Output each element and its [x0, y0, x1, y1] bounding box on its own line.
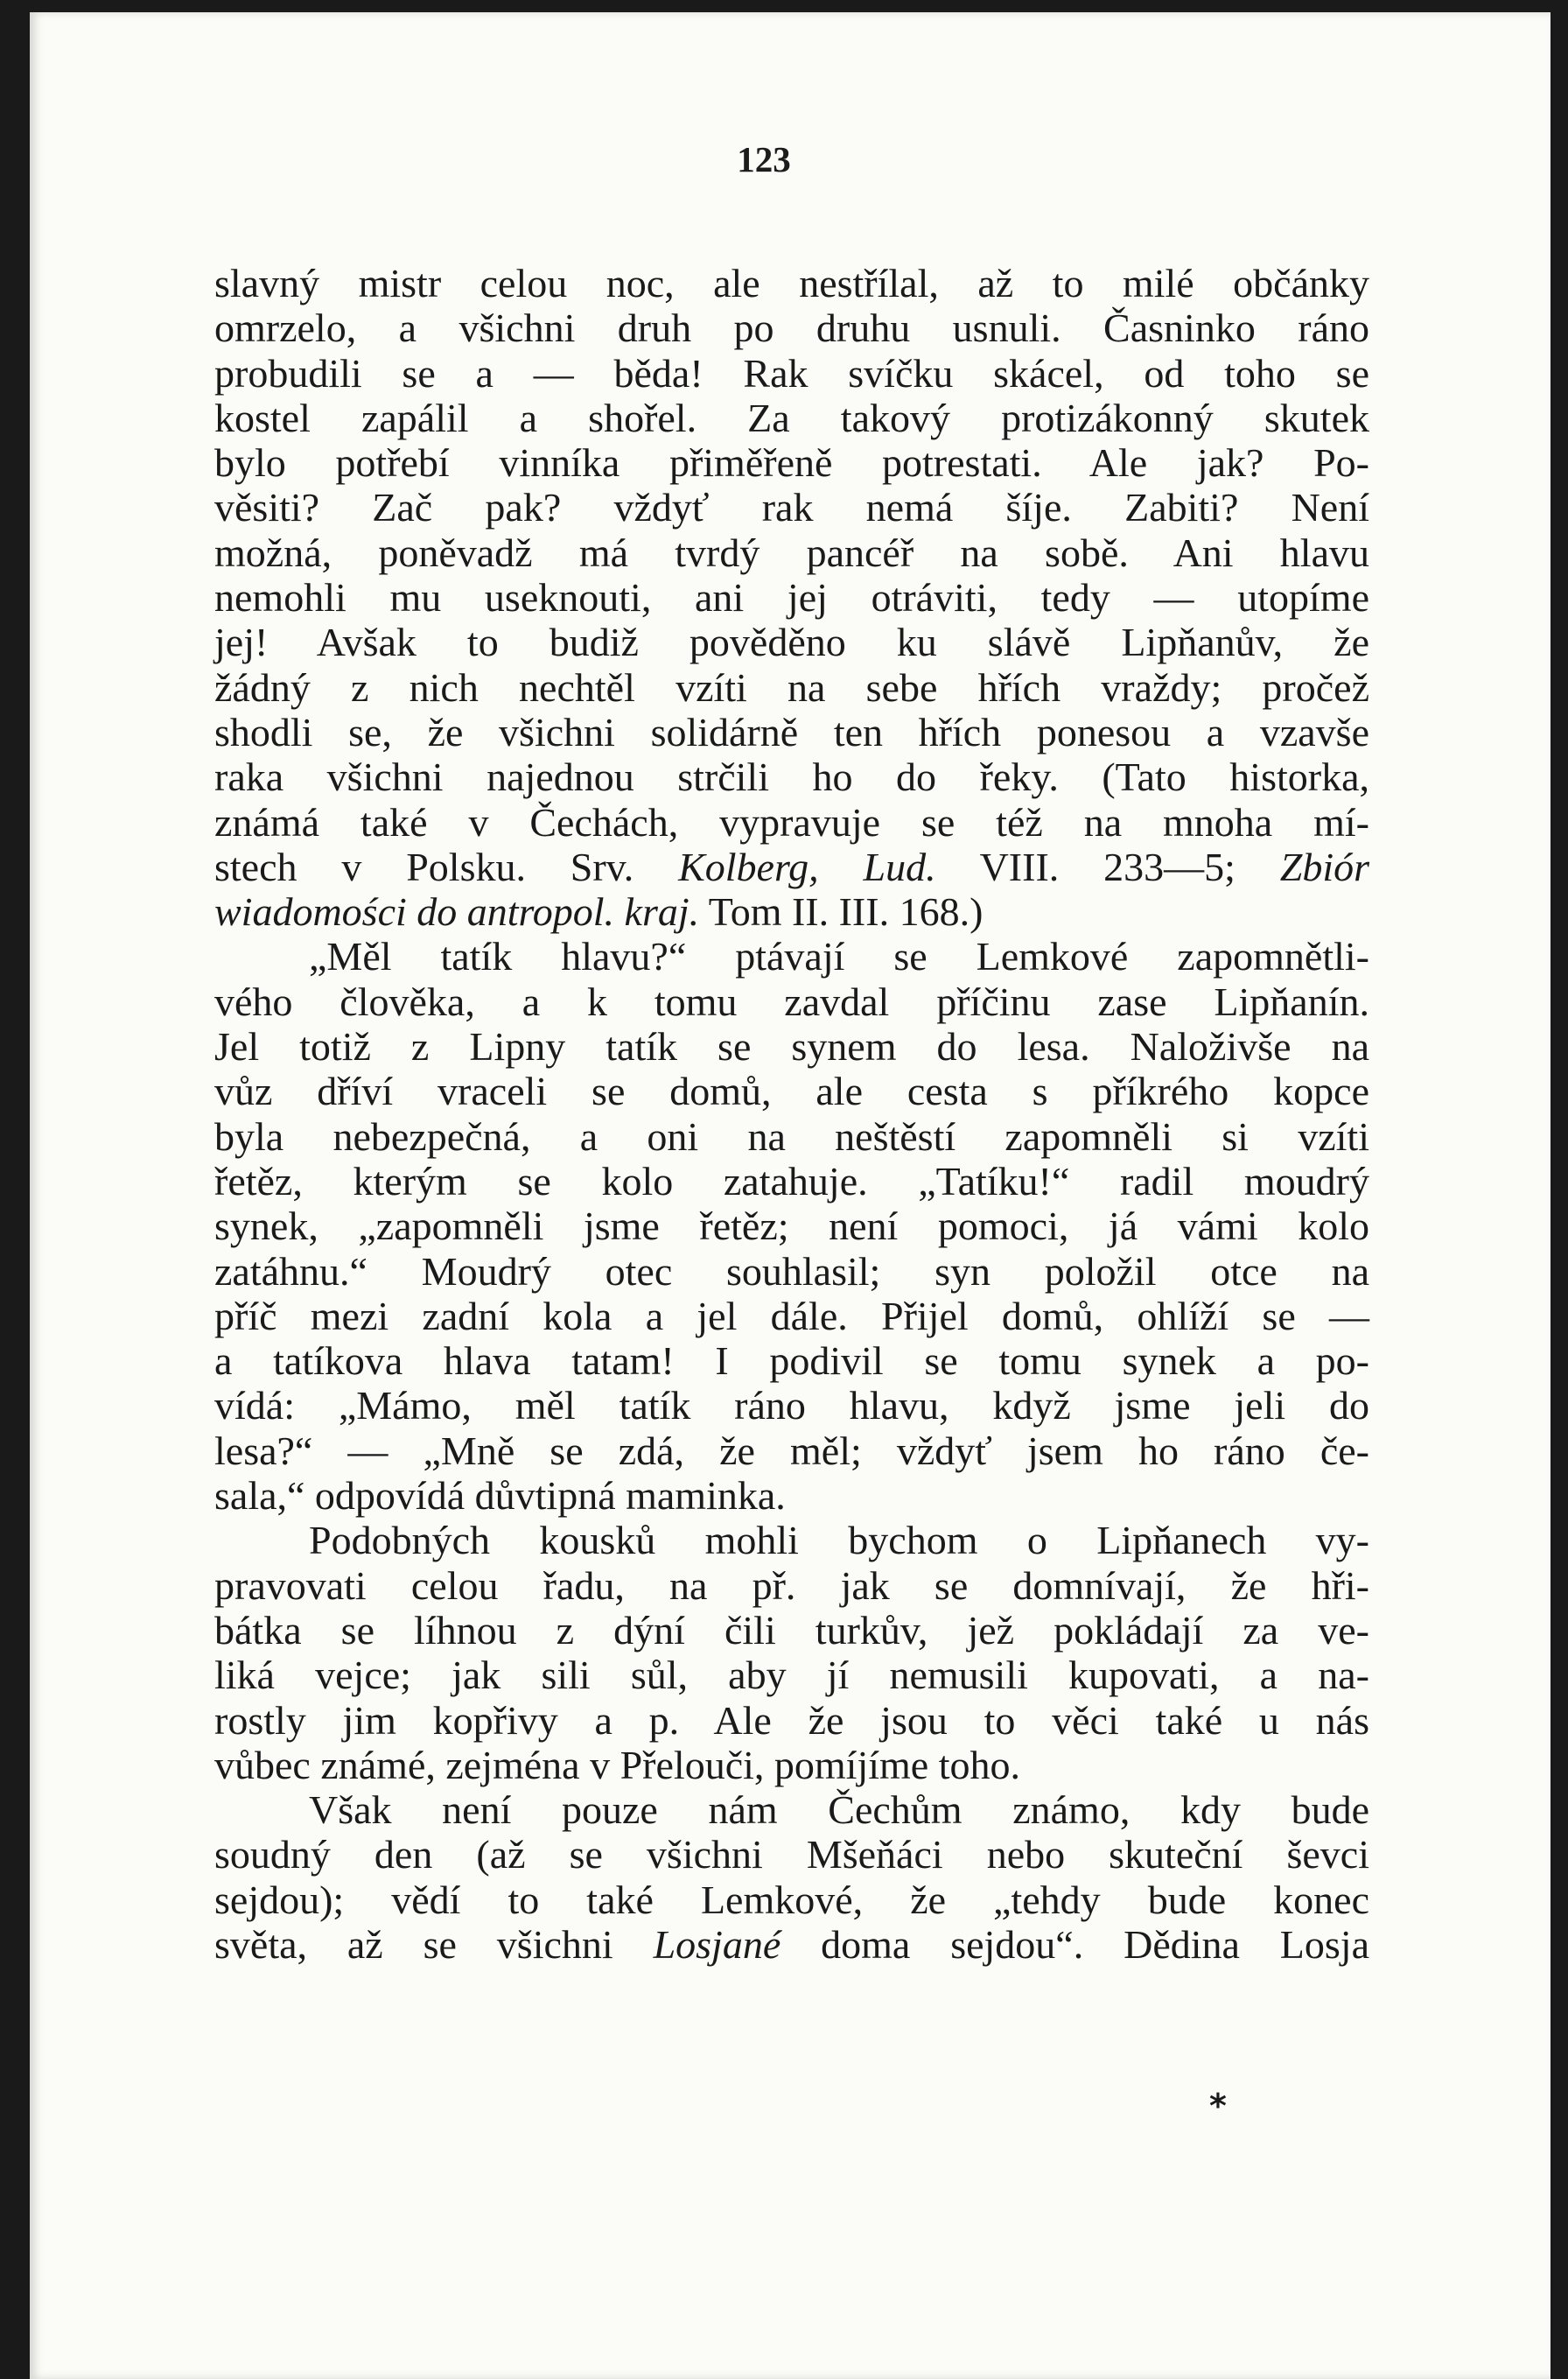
text-line: řetěz, kterým se kolo zatahuje. „Tatíku!“ radil moudrý	[214, 1158, 1369, 1204]
losjane-italic: Losjané	[653, 1921, 781, 1967]
text-line: zatáhnu.“ Moudrý otec souhlasil; syn položil otce na	[214, 1248, 1369, 1294]
text-line-paragraph-end: sala,“ odpovídá důvtipná maminka.	[214, 1473, 786, 1519]
text-line-paragraph-start: Podobných kousků mohli bychom o Lipňanech vy-	[309, 1518, 1369, 1563]
body-text	[214, 261, 1369, 1967]
text-line: shodli se, že všichni solidárně ten hřích ponesou a vzavše	[214, 709, 1369, 754]
text-line: vídá: „Mámo, měl tatík ráno hlavu, když jsme jeli do	[214, 1383, 1369, 1428]
text-line-losja	[214, 1922, 1369, 1967]
text-line: nemohli mu useknouti, ani jej otráviti, tedy — utopíme	[214, 575, 1369, 621]
text-line: bylo potřebí vinníka přiměřeně potrestati. Ale jak? Po-	[214, 440, 1369, 486]
signature-mark: *	[1209, 2087, 1227, 2125]
citation-prefix: stech v Polsku. Srv.	[214, 844, 679, 889]
text-line: možná, poněvadž má tvrdý pancéř na sobě. Ani hlavu	[214, 530, 1369, 575]
page-number: 123	[737, 139, 791, 179]
text-line: kostel zapálil a shořel. Za takový protizákonný skutek	[214, 395, 1369, 440]
citation-kolberg: Kolberg, Lud.	[678, 844, 936, 889]
text-line: rostly jim kopřivy a p. Ale že jsou to věci také u nás	[214, 1697, 1369, 1743]
text-line: známá také v Čechách, vypravuje se též na mnoha mí-	[214, 799, 1369, 845]
text-line: pravovati celou řadu, na př. jak se domnívají, že hři-	[214, 1562, 1369, 1608]
text-line: liká vejce; jak sili sůl, aby jí nemusili kupovati, a na-	[214, 1653, 1369, 1698]
text-line: věsiti? Zač pak? vždyť rak nemá šíje. Zabiti? Není	[214, 485, 1369, 530]
text-line: probudili se a — běda! Rak svíčku skácel, od toho se	[214, 350, 1369, 396]
text-line: vého člověka, a k tomu zavdal příčinu zase Lipňanín.	[214, 979, 1369, 1024]
text-line: lesa?“ — „Mně se zdá, že měl; vždyť jsem ho ráno če-	[214, 1428, 1369, 1473]
text-line: a tatíkova hlava tatam! I podivil se tomu synek a po-	[214, 1338, 1369, 1384]
text-line: slavný mistr celou noc, ale nestřílal, až to milé občánky	[214, 261, 1369, 305]
citation-mid: VIII. 233—5;	[935, 844, 1280, 889]
text-line: bátka se líhnou z dýní čili turkův, jež pokládají za ve-	[214, 1607, 1369, 1653]
text-line: synek, „zapomněli jsme řetěz; není pomoci, já vámi kolo	[214, 1204, 1369, 1249]
text-line: raka všichni najednou strčili ho do řeky. (Tato historka,	[214, 754, 1369, 800]
losja-suffix: doma sejdou“. Dědina Losja	[780, 1921, 1370, 1967]
text-line-citation-end	[214, 889, 1369, 934]
text-line: omrzelo, a všichni druh po druhu usnuli. Časninko ráno	[214, 305, 1369, 351]
citation-suffix: Tom II. III. 168.)	[699, 889, 984, 935]
text-line: Jel totiž z Lipny tatík se synem do lesa. Naloživše na	[214, 1024, 1369, 1070]
citation-zbior: Zbiór	[1279, 844, 1369, 889]
text-line-paragraph-start: Však není pouze nám Čechům známo, kdy bude	[309, 1787, 1369, 1833]
citation-wiadomosci: wiadomości do antropol. kraj.	[214, 889, 700, 935]
text-line-citation	[214, 845, 1369, 889]
text-line: příč mezi zadní kola a jel dále. Přijel domů, ohlíží se —	[214, 1293, 1369, 1338]
text-line: byla nebezpečná, a oni na neštěstí zapomněli si vzíti	[214, 1113, 1369, 1159]
losja-prefix: světa, až se všichni	[214, 1921, 654, 1967]
text-line-paragraph-start: „Měl tatík hlavu?“ ptávají se Lemkové zapomnětli-	[309, 934, 1369, 979]
text-line: soudný den (až se všichni Mšeňáci nebo skuteční ševci	[214, 1832, 1369, 1877]
text-line-paragraph-end: vůbec známé, zejména v Přelouči, pomíjíme toho.	[214, 1742, 1020, 1787]
text-line: žádný z nich nechtěl vzíti na sebe hřích vraždy; pročež	[214, 664, 1369, 710]
text-line: vůz dříví vraceli se domů, ale cesta s příkrého kopce	[214, 1069, 1369, 1114]
text-line: jej! Avšak to budiž pověděno ku slávě Lipňanův, že	[214, 620, 1369, 665]
text-line: sejdou); vědí to také Lemkové, že „tehdy bude konec	[214, 1877, 1369, 1922]
